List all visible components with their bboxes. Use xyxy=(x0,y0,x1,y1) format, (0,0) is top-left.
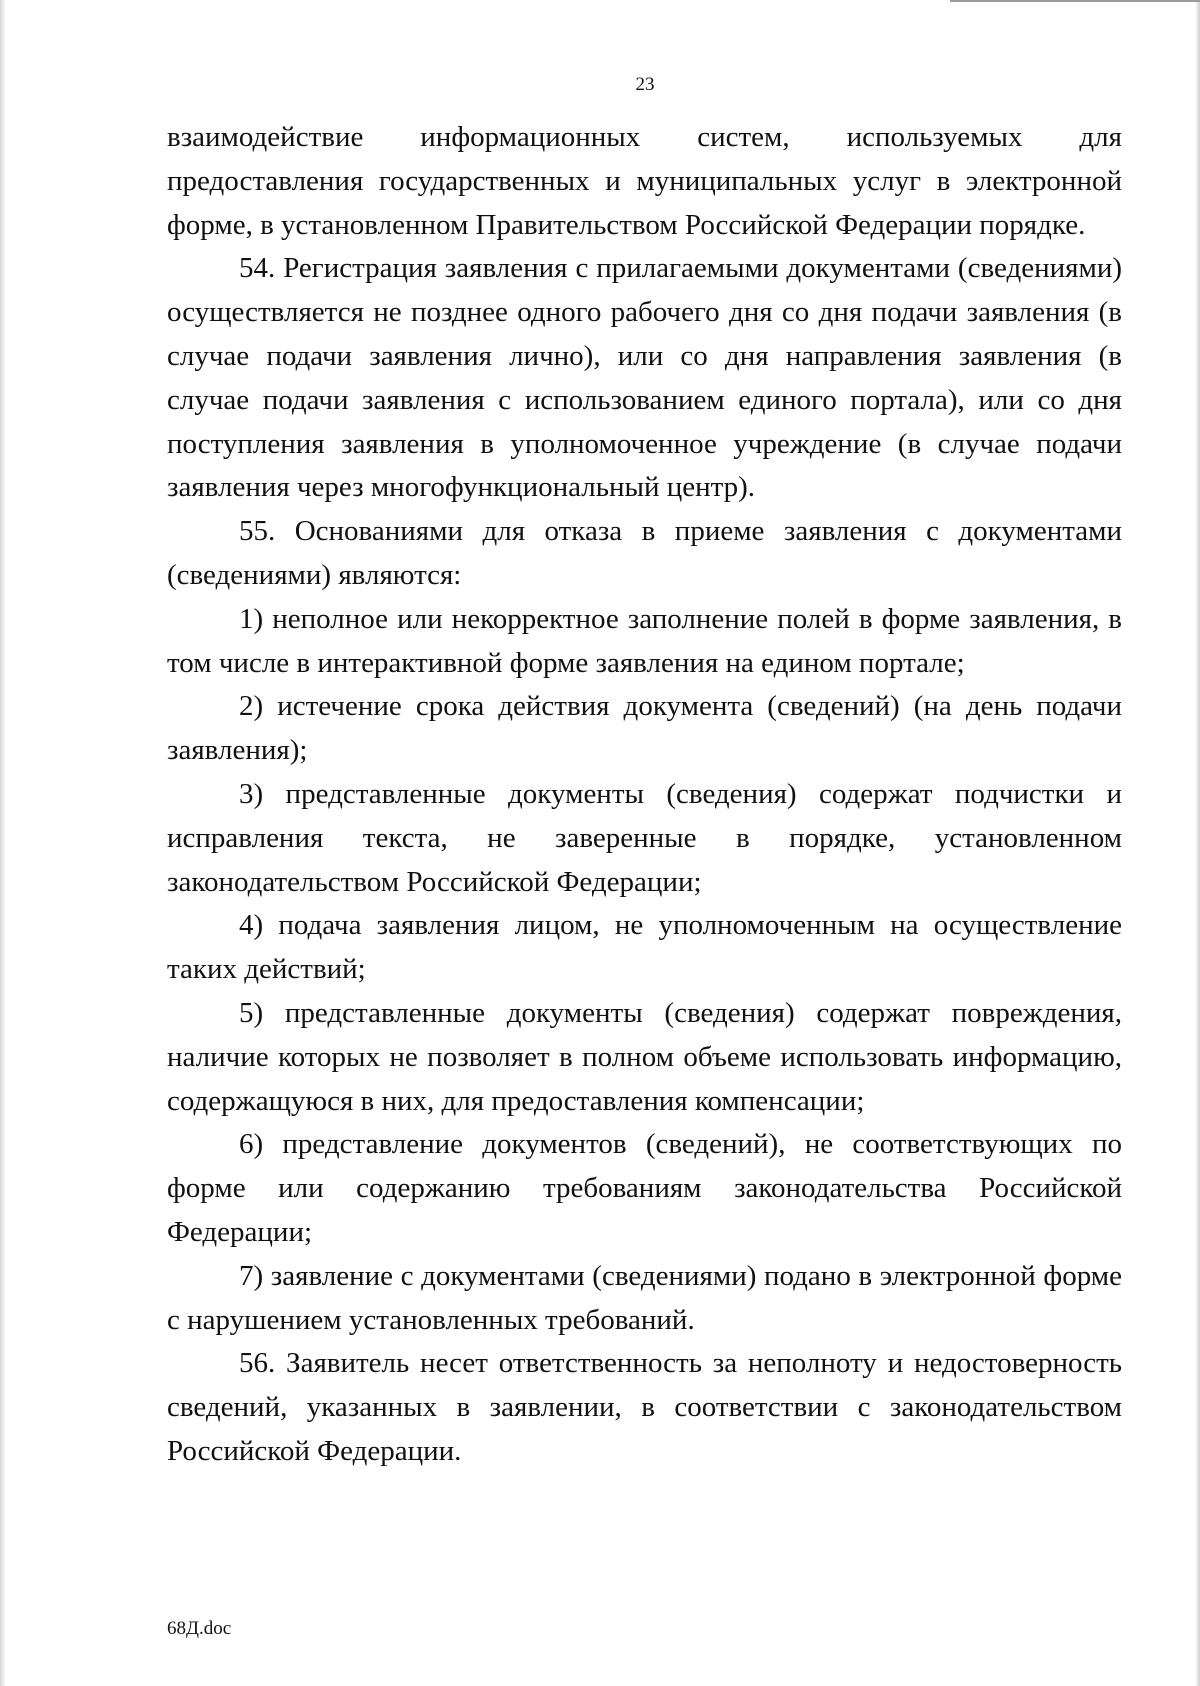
paragraph-55: 55. Основаниями для отказа в приеме заявления с документами (сведениями) являются: xyxy=(167,515,1122,591)
list-item-6: 6) представление документов (сведений), не соответствующих по форме или содержанию требованиям законодательства Российской Федерации; xyxy=(167,1128,1122,1248)
scan-edge-right xyxy=(1195,0,1200,1686)
footer-filename: 68Д.doc xyxy=(167,1618,232,1639)
paragraph-continuation: взаимодействие информационных систем, используемых для предоставления государственных и муниципальных услуг в электронной форме, в установленном Правительством Российской Федерации порядке. xyxy=(167,121,1122,241)
paragraph-56: 56. Заявитель несет ответственность за неполноту и недостоверность сведений, указанных в заявлении, в соответствии с законодательством Российской Федерации. xyxy=(167,1347,1122,1467)
list-item-7: 7) заявление с документами (сведениями) подано в электронной форме с нарушением установленных требований. xyxy=(167,1259,1122,1336)
scan-edge-left xyxy=(0,0,6,1686)
list-item-2: 2) истечение срока действия документа (сведений) (на день подачи заявления); xyxy=(167,690,1122,767)
document-body xyxy=(167,116,1122,1474)
scan-edge-top xyxy=(950,0,1200,2)
list-item-5: 5) представленные документы (сведения) содержат повреждения, наличие которых не позволяет в полном объеме использовать информацию, содержащуюся в них, для предоставления компенсации; xyxy=(167,996,1122,1117)
paragraph-54: 54. Регистрация заявления с прилагаемыми документами (сведениями) осуществляется не позднее одного рабочего дня со дня подачи заявления (в случае подачи заявления лично), или со дня направления заявления (в случае подачи заявления с использованием единого портала), или со дня поступления заявления в уполномоченное учреждение (в случае подачи заявления через многофункциональный центр). xyxy=(167,252,1122,504)
page-number: 23 xyxy=(635,74,655,95)
list-item-3: 3) представленные документы (сведения) содержат подчистки и исправления текста, не заверенные в порядке, установленном законодательством Российской Федерации; xyxy=(167,777,1122,898)
list-item-1: 1) неполное или некорректное заполнение полей в форме заявления, в том числе в интерактивной форме заявления на едином портале; xyxy=(167,602,1122,679)
list-item-4: 4) подача заявления лицом, не уполномоченным на осуществление таких действий; xyxy=(167,909,1122,986)
